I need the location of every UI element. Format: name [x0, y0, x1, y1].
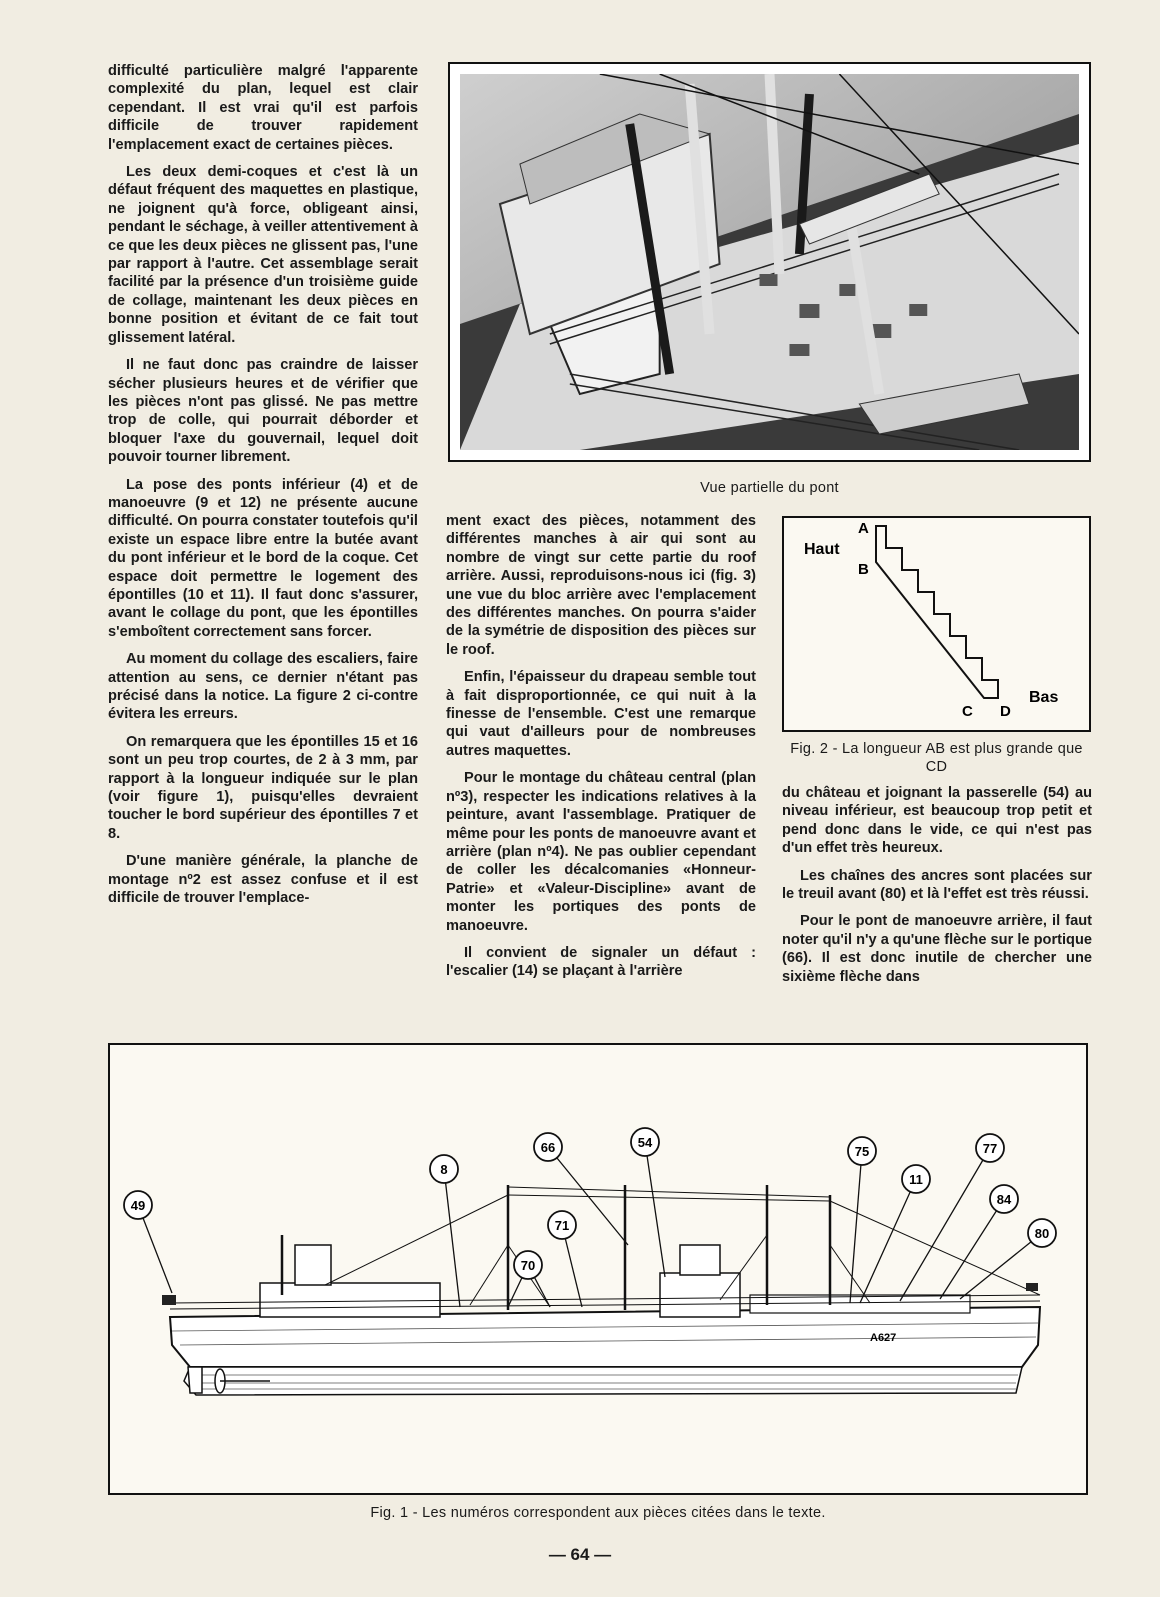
callout-75: 75: [854, 1144, 870, 1159]
callout-70: 70: [520, 1258, 536, 1273]
page-number: — 64 —: [548, 1545, 612, 1564]
paragraph: On remarquera que les épontilles 15 et 16 sont un peu trop courtes, de 2 à 3 mm, par rapport à la longueur indiquée sur le plan (voir figure 1), puisqu'elles devraient toucher le bord supérieur des épontilles 7 et 8.: [108, 733, 418, 842]
text-column-left: [108, 62, 418, 916]
point-d: D: [1000, 703, 1011, 720]
callout-84: 84: [996, 1192, 1012, 1207]
paragraph: ment exact des pièces, notamment des différentes manches à air qui sont au nombre de vingt sur cette partie du roof arrière. Aussi, reproduisons-nous ici (fig. 3) une vue du bloc arrière avec l'emplacement des différentes manches. On pourra s'aider de la symétrie de disposition des pièces sur le roof.: [446, 513, 756, 658]
figure-2-caption: Fig. 2 - La longueur AB est plus grande que CD: [790, 741, 1083, 775]
paragraph: du château et joignant la passerelle (54) au niveau inférieur, est beaucoup trop petit et pend donc dans le vide, ce qui n'est pas d'un effet très heureux.: [782, 785, 1092, 857]
point-b: B: [858, 561, 869, 578]
callout-66: 66: [540, 1140, 556, 1155]
hull-underwater: [184, 1367, 1022, 1395]
paragraph: Pour le pont de manoeuvre arrière, il faut noter qu'il n'y a qu'une flèche sur le portique (66). Il est donc inutile de chercher une sixième flèche dans: [782, 913, 1092, 985]
paragraph: D'une manière générale, la planche de montage nº2 est assez confuse et il est difficile de trouver l'emplace-: [108, 853, 418, 907]
figure-2-staircase: [782, 516, 1091, 732]
paragraph: Il ne faut donc pas craindre de laisser sécher plusieurs heures et de vérifier que les pièces n'ont pas glissé. Ne pas mettre trop de colle, qui pourrait déborder et bloquer l'axe du gouvernail, lequel doit pouvoir tourner librement.: [108, 357, 418, 466]
paragraph: La pose des ponts inférieur (4) et de manoeuvre (9 et 12) ne présente aucune difficulté. On pourra constater toutefois qu'il existe un espace libre entre la butée avant du pont inférieur et le bord de la coque. Cet espace doit permettre le logement des épontilles (10 et 11). Il faut donc s'assurer, avant le collage du pont, que les épontilles s'emboîtent correctement sans forcer.: [108, 476, 418, 640]
label-haut: Haut: [804, 541, 840, 558]
figure-1-caption: Fig. 1 - Les numéros correspondent aux pièces citées dans le texte.: [370, 1505, 826, 1521]
deck-photo: [448, 62, 1091, 462]
paragraph: Les deux demi-coques et c'est là un défaut fréquent des maquettes en plastique, ne joignent qu'à force, obligeant ainsi, pendant le séchage, à veiller attentivement à ce que les deux pièces ne glissent pas, l'une par rapport à l'autre. Cet assemblage serait facilité par la présence d'un troisième guide de collage, maintenant les deux pièces en bonne position et évitant de ce fait tout glissement latéral.: [108, 164, 418, 346]
paragraph: difficulté particulière malgré l'apparente complexité du plan, lequel est clair cependant. Il est vrai qu'il est parfois difficile de trouver rapidement l'emplacement exact de certaines pièces.: [108, 63, 418, 153]
text-column-right: [782, 784, 1092, 995]
callout-54: 54: [637, 1135, 653, 1150]
label-bas: Bas: [1029, 689, 1059, 706]
text-column-middle: [446, 512, 756, 990]
callout-11: 11: [909, 1172, 923, 1187]
callout-8: 8: [440, 1162, 448, 1177]
callout-71: 71: [554, 1218, 570, 1233]
paragraph: Il convient de signaler un défaut : l'escalier (14) se plaçant à l'arrière: [446, 944, 756, 980]
callout-77: 77: [982, 1141, 998, 1156]
callout-49: 49: [130, 1198, 146, 1213]
deck-photo-image: [460, 74, 1079, 450]
hull-marking: A627: [870, 1332, 897, 1344]
callout-80: 80: [1034, 1226, 1050, 1241]
paragraph: Les chaînes des ancres sont placées sur le treuil avant (80) et là l'effet est très réussi.: [782, 867, 1092, 903]
point-a: A: [858, 520, 869, 537]
point-c: C: [962, 703, 973, 720]
paragraph: Au moment du collage des escaliers, faire attention au sens, ce dernier n'étant pas précisé dans la notice. La figure 2 ci-contre évitera les erreurs.: [108, 651, 418, 723]
figure-1-ship-plan: [108, 1043, 1088, 1495]
photo-caption: Vue partielle du pont: [700, 480, 839, 496]
paragraph: Enfin, l'épaisseur du drapeau semble tout à fait disproportionnée, ce qui nuit à la finesse de l'ensemble. C'est une remarque qui vaut d'ailleurs pour de nombreuses autres maquettes.: [446, 669, 756, 759]
paragraph: Pour le montage du château central (plan nº3), respecter les indications relatives à la peinture, avant l'assemblage. Pratiquer de même pour les ponts de manoeuvre avant et arrière (plan nº4). Ne pas oublier cependant de coller les décalcomanies «Honneur-Patrie» et «Valeur-Discipline» avant de monter les portiques des ponts de manoeuvre.: [446, 770, 756, 934]
staircase-outline: [876, 526, 998, 698]
